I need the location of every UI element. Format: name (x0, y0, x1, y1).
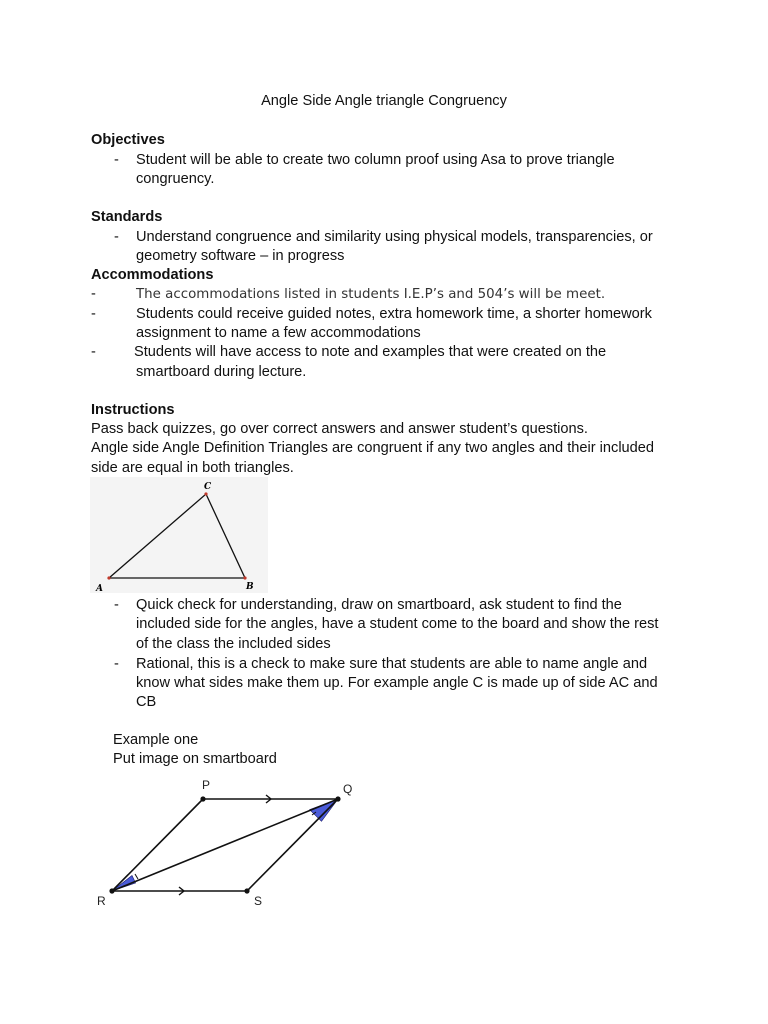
vertex-q-point (335, 796, 340, 801)
objectives-item-line1: Student will be able to create two column proof using Asa to prove triangle (136, 152, 615, 168)
parallelogram-pqrs-figure (90, 775, 370, 910)
triangle-abc-figure (90, 477, 270, 595)
vertex-r-point (109, 888, 114, 893)
standards-bullet: - (114, 229, 119, 245)
example-heading: Example one (113, 732, 199, 748)
check-bullet-1: - (114, 597, 119, 613)
instructions-line2: Angle side Angle Definition Triangles are congruent if any two angles and their included (91, 440, 655, 456)
accommodations-item-2-line1: Students could receive guided notes, extra homework time, a shorter homework (136, 306, 652, 322)
instructions-heading: Instructions (91, 402, 175, 418)
check2-line1: Rational, this is a check to make sure that students are able to name angle and (136, 656, 648, 672)
accommodations-bullet-1: - (91, 286, 96, 302)
vertex-a-label: A (96, 584, 103, 594)
vertex-q-label: Q (343, 782, 353, 796)
vertex-c-label: C (204, 482, 212, 492)
diagonal-rq (112, 799, 338, 891)
objectives-item-line2: congruency. (136, 171, 215, 187)
vertex-p-label: P (202, 778, 211, 792)
vertex-s-point (244, 888, 249, 893)
standards-item-line2: geometry software – in progress (136, 248, 345, 264)
vertex-b-point (243, 576, 246, 579)
angle-r-tick-icon (135, 874, 138, 879)
check-bullet-2: - (114, 656, 119, 672)
triangle-figure-background (90, 477, 268, 593)
accommodations-item-3-line2: smartboard during lecture. (136, 364, 307, 380)
accommodations-bullet-3: - (91, 344, 96, 360)
instructions-line3: side are equal in both triangles. (91, 460, 294, 476)
page-title: Angle Side Angle triangle Congruency (261, 93, 507, 109)
accommodations-bullet-2: - (91, 306, 96, 322)
example-subheading: Put image on smartboard (113, 751, 277, 767)
standards-heading: Standards (91, 209, 163, 225)
side-pr (112, 799, 203, 891)
vertex-c-point (204, 492, 207, 495)
objectives-bullet: - (114, 152, 119, 168)
accommodations-item-2-line2: assignment to name a few accommodations (136, 325, 421, 341)
side-qs (247, 799, 338, 891)
vertex-r-label: R (97, 894, 106, 908)
standards-item-line1: Understand congruence and similarity using physical models, transparencies, or (136, 229, 653, 245)
vertex-b-label: B (246, 582, 254, 592)
check1-line2: included side for the angles, have a student come to the board and show the rest (136, 616, 659, 632)
accommodations-item-3-line1: Students will have access to note and examples that were created on the (134, 344, 607, 360)
check1-line1: Quick check for understanding, draw on smartboard, ask student to find the (136, 597, 622, 613)
objectives-heading: Objectives (91, 132, 165, 148)
check2-line3: CB (136, 694, 157, 710)
check2-line2: know what sides make them up. For example angle C is made up of side AC and (136, 675, 658, 691)
check1-line3: of the class the included sides (136, 636, 331, 652)
instructions-line1: Pass back quizzes, go over correct answers and answer student’s questions. (91, 421, 588, 437)
vertex-p-point (200, 796, 205, 801)
vertex-a-point (107, 576, 110, 579)
accommodations-item-1: The accommodations listed in students I.E.P’s and 504’s will be meet. (136, 287, 606, 302)
accommodations-heading: Accommodations (91, 267, 214, 283)
vertex-s-label: S (254, 894, 263, 908)
